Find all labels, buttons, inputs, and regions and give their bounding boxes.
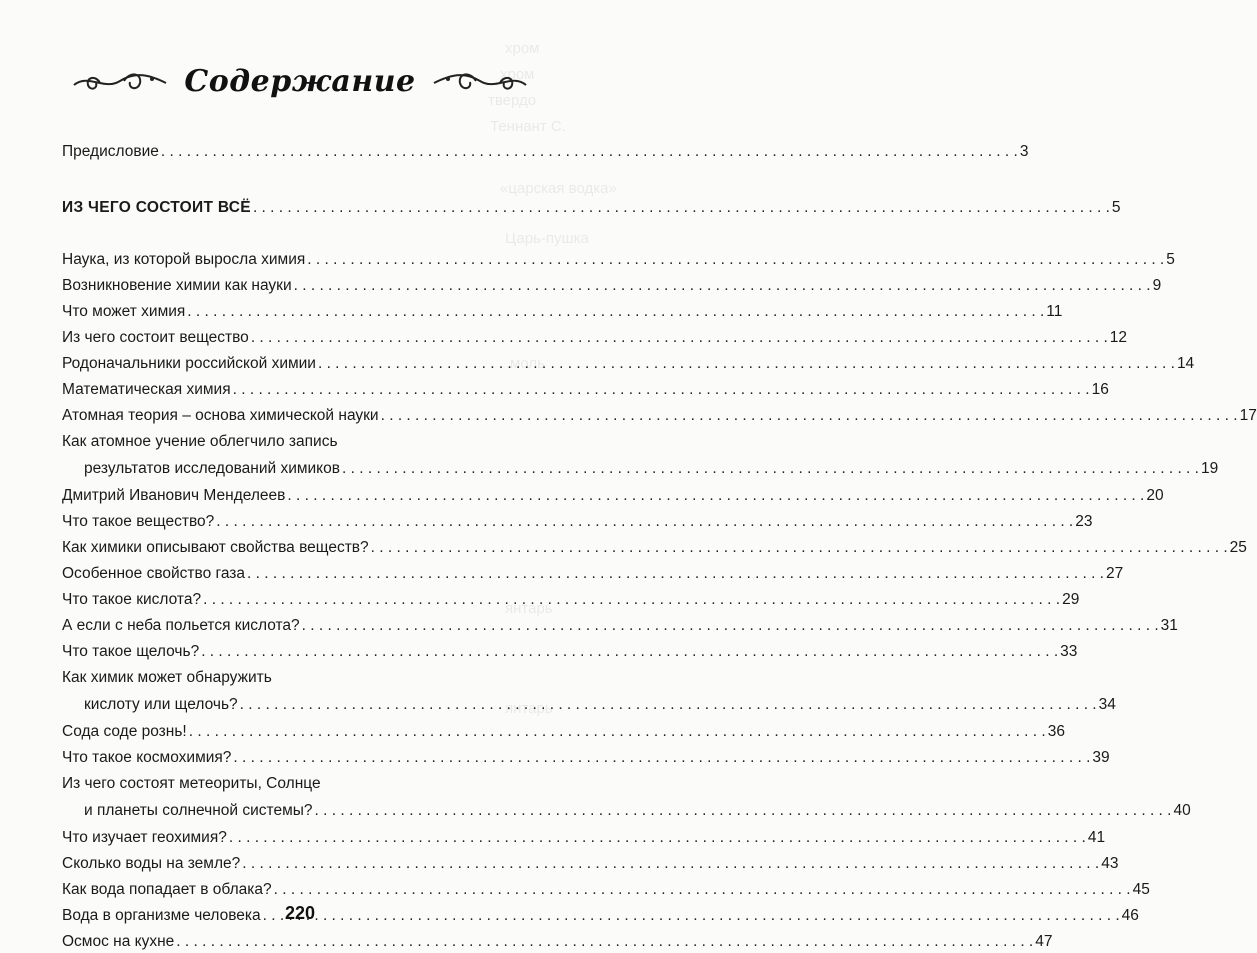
page-title: Содержание bbox=[184, 63, 416, 99]
toc-entry-page: 16 bbox=[1091, 381, 1109, 398]
toc-entry-page: 31 bbox=[1160, 617, 1178, 634]
toc-entry-page: 23 bbox=[1075, 513, 1093, 530]
toc-entry-wrapper bbox=[62, 300, 1063, 323]
toc-entry-label-first-line: Как атомное учение облегчило запись bbox=[62, 433, 338, 450]
toc-entry[interactable] bbox=[62, 378, 1109, 401]
toc-entry-wrapper bbox=[62, 248, 1175, 271]
toc-entry-page: 45 bbox=[1132, 881, 1150, 898]
show-through-background: хром хром твердо Теннант С. «царская водка» Царь-пушка моль янтарь янтарь bbox=[488, 40, 617, 717]
toc-entry-label: Вода в организме человека bbox=[62, 907, 261, 924]
toc-entry[interactable] bbox=[62, 562, 1124, 585]
toc-entry-wrapper bbox=[62, 588, 1080, 611]
toc-entry-page: 33 bbox=[1060, 643, 1078, 660]
dot-leader bbox=[274, 878, 1131, 901]
toc-entry[interactable] bbox=[62, 484, 1164, 507]
toc-entry-page: 5 bbox=[1111, 199, 1121, 216]
toc-entry-label: Сколько воды на земле? bbox=[62, 855, 241, 872]
toc-entry-wrapper bbox=[62, 536, 1247, 559]
toc-entry-label-first-line: Из чего состоят метеориты, Солнце bbox=[62, 775, 321, 792]
toc-entry-label: Наука, из которой выросла химия bbox=[62, 251, 306, 268]
dot-leader bbox=[233, 378, 1090, 401]
toc-entry-label: Сода соде рознь! bbox=[62, 723, 187, 740]
right-flourish-icon bbox=[430, 67, 530, 95]
dot-leader bbox=[161, 140, 1018, 163]
toc-entry[interactable] bbox=[62, 693, 1116, 716]
toc-entry-page: 19 bbox=[1200, 460, 1219, 477]
toc-multiline-entry bbox=[62, 666, 1116, 716]
toc-multiline-entry bbox=[62, 430, 1219, 480]
toc-entry-page: 11 bbox=[1046, 303, 1063, 320]
toc-entry-label: Что может химия bbox=[62, 303, 186, 320]
toc-entry-wrapper bbox=[62, 378, 1109, 401]
toc-entry-wrapper bbox=[62, 484, 1164, 507]
toc-entry[interactable] bbox=[62, 352, 1195, 375]
toc-entry-label: Что изучает геохимия? bbox=[62, 829, 227, 846]
toc-entry[interactable] bbox=[62, 510, 1093, 533]
dot-leader bbox=[176, 930, 1033, 953]
toc-entry-label: Что такое космохимия? bbox=[62, 749, 232, 766]
toc-entry[interactable] bbox=[62, 248, 1175, 271]
toc-entry-wrapper bbox=[62, 826, 1106, 849]
toc-entry-wrapper bbox=[62, 274, 1162, 297]
toc-entry-page: 20 bbox=[1146, 487, 1164, 504]
toc-multiline-entry bbox=[62, 772, 1191, 822]
toc-entry-label: Осмос на кухне bbox=[62, 933, 175, 950]
toc-entry-label: Математическая химия bbox=[62, 381, 231, 398]
toc-entry-page: 9 bbox=[1152, 277, 1162, 294]
toc-entry-label: Возникновение химии как науки bbox=[62, 277, 292, 294]
toc-entry[interactable] bbox=[62, 826, 1106, 849]
toc-entry-wrapper bbox=[62, 614, 1178, 637]
toc-entry-label: Как вода попадает в облака? bbox=[62, 881, 272, 898]
dot-leader bbox=[189, 720, 1046, 743]
toc-entry-page: 25 bbox=[1229, 539, 1247, 556]
dot-leader bbox=[187, 300, 1044, 323]
toc-entry[interactable] bbox=[62, 640, 1078, 663]
dot-leader bbox=[307, 248, 1164, 271]
toc-entry[interactable] bbox=[62, 852, 1119, 875]
toc-entry-page: 17 bbox=[1239, 407, 1257, 424]
toc-entry-label: А если с неба польется кислота? bbox=[62, 617, 300, 634]
toc-entry-page: 12 bbox=[1109, 329, 1128, 346]
toc-entry[interactable] bbox=[62, 536, 1247, 559]
dot-leader bbox=[287, 484, 1144, 507]
dot-leader bbox=[251, 326, 1108, 349]
toc-entry[interactable] bbox=[62, 457, 1219, 480]
toc-entry-page: 36 bbox=[1047, 723, 1065, 740]
dot-leader bbox=[315, 799, 1172, 822]
toc-entry-wrapper bbox=[62, 326, 1128, 349]
toc-entry-wrapper bbox=[62, 640, 1078, 663]
toc-entry[interactable] bbox=[62, 300, 1063, 323]
toc-entry-page: 47 bbox=[1035, 933, 1053, 950]
toc-entry-label: Что такое щелочь? bbox=[62, 643, 200, 660]
toc-entry-label: Что такое кислота? bbox=[62, 591, 202, 608]
toc-entry-page: 14 bbox=[1176, 355, 1195, 372]
toc-entry[interactable] bbox=[62, 404, 1257, 427]
toc-entry-page: 34 bbox=[1098, 696, 1116, 713]
dot-leader bbox=[302, 614, 1159, 637]
left-flourish-icon bbox=[70, 67, 170, 95]
toc-entry-label: Как химики описывают свойства веществ? bbox=[62, 539, 369, 556]
toc-entry-page: 5 bbox=[1166, 251, 1175, 268]
toc-entry[interactable] bbox=[62, 326, 1128, 349]
dot-leader bbox=[201, 640, 1058, 663]
toc-entry[interactable] bbox=[62, 274, 1162, 297]
toc-entry[interactable] bbox=[62, 720, 1065, 743]
toc-entry-label-first-line: Как химик может обнаружить bbox=[62, 669, 272, 686]
toc-entry-wrapper bbox=[62, 404, 1257, 427]
toc-entry-wrapper bbox=[62, 852, 1119, 875]
toc-entry-page: 3 bbox=[1019, 143, 1029, 160]
dot-leader bbox=[253, 196, 1110, 219]
toc-entry[interactable] bbox=[62, 140, 1029, 163]
dot-leader bbox=[240, 693, 1097, 716]
toc-entry-label: Родоначальники российской химии bbox=[62, 355, 316, 372]
toc-entry-label: Дмитрий Иванович Менделеев bbox=[62, 487, 286, 504]
toc-entry-label: Что такое вещество? bbox=[62, 513, 215, 530]
dot-leader bbox=[242, 852, 1099, 875]
toc-entry-wrapper bbox=[62, 930, 1053, 953]
toc-entry-wrapper bbox=[62, 562, 1124, 585]
toc-entry-wrapper bbox=[62, 746, 1110, 769]
toc-entry-wrapper bbox=[62, 878, 1150, 901]
toc-entry[interactable] bbox=[62, 799, 1191, 822]
toc-entry-label: результатов исследований химиков bbox=[84, 460, 340, 477]
page-number: 220 bbox=[284, 903, 316, 923]
toc-entry-label: Из чего состоит вещество bbox=[62, 329, 249, 346]
toc-entry[interactable] bbox=[62, 614, 1178, 637]
toc-entry-wrapper bbox=[62, 720, 1065, 743]
toc-entry-label: Атомная теория – основа химической науки bbox=[62, 407, 379, 424]
toc-section-entry[interactable] bbox=[62, 196, 1121, 219]
dot-leader bbox=[318, 352, 1175, 375]
toc-entry-label: Особенное свойство газа bbox=[62, 565, 246, 582]
dot-leader bbox=[216, 510, 1073, 533]
toc-entry-label: Предисловие bbox=[62, 143, 159, 160]
dot-leader bbox=[229, 826, 1086, 849]
toc-entry[interactable] bbox=[62, 930, 1053, 953]
toc-entry-wrapper bbox=[62, 510, 1093, 533]
toc-entry-wrapper bbox=[62, 352, 1195, 375]
toc-entry[interactable] bbox=[62, 588, 1080, 611]
toc-entry-page: 39 bbox=[1092, 749, 1110, 766]
dot-leader bbox=[381, 404, 1238, 427]
toc-header bbox=[0, 56, 600, 106]
dot-leader bbox=[203, 588, 1060, 611]
dot-leader bbox=[371, 536, 1228, 559]
toc-entry-page: 27 bbox=[1106, 565, 1124, 582]
toc-entry-wrapper bbox=[62, 140, 1029, 163]
dot-leader bbox=[233, 746, 1090, 769]
dot-leader bbox=[342, 457, 1199, 480]
toc-entry-label: ИЗ ЧЕГО СОСТОИТ ВСЁ bbox=[62, 199, 251, 216]
toc-entry-wrapper bbox=[62, 196, 1121, 219]
dot-leader bbox=[247, 562, 1104, 585]
toc-entry[interactable] bbox=[62, 878, 1150, 901]
dot-leader bbox=[294, 274, 1151, 297]
toc-entry-page: 41 bbox=[1087, 829, 1106, 846]
toc-entry-page: 43 bbox=[1101, 855, 1119, 872]
toc-entry-page: 29 bbox=[1062, 591, 1080, 608]
toc-entry-page: 46 bbox=[1121, 907, 1139, 924]
toc-entry-page: 40 bbox=[1173, 802, 1191, 819]
toc-entry-label: кислоту или щелочь? bbox=[84, 696, 238, 713]
toc-entry-label: и планеты солнечной системы? bbox=[84, 802, 313, 819]
toc-entry[interactable] bbox=[62, 746, 1110, 769]
